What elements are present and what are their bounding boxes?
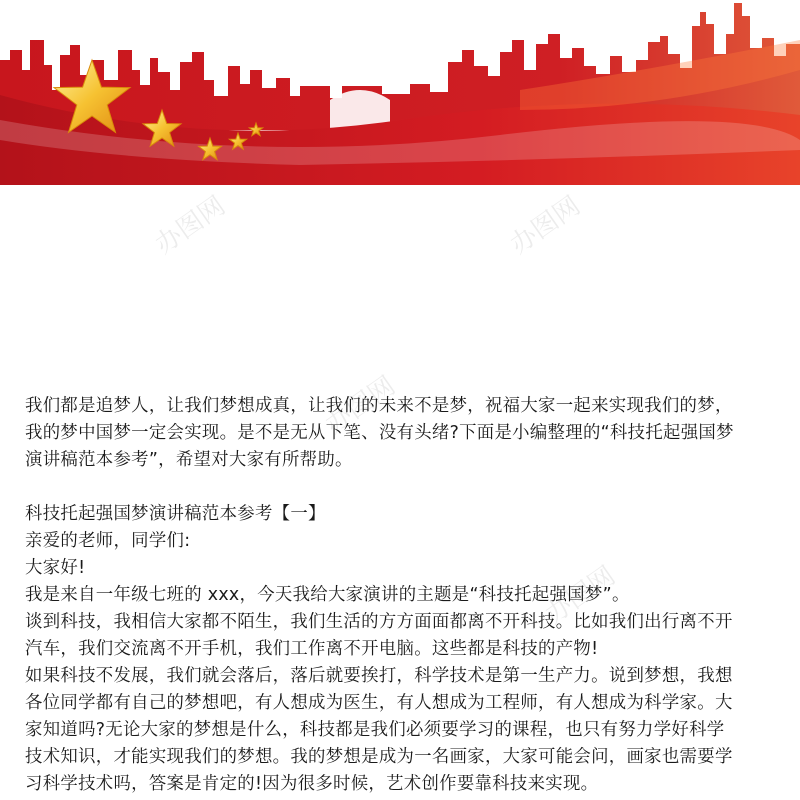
watermark: 办图网: [319, 370, 401, 441]
body-line: 习科学技术吗，答案是肯定的!因为很多时候，艺术创作要靠科技来实现。: [25, 774, 599, 794]
intro-line: 演讲稿范本参考”，希望对大家有所帮助。: [25, 450, 353, 470]
intro-paragraph: [25, 393, 777, 474]
hello-line: 大家好!: [25, 558, 86, 578]
header-banner: [0, 0, 800, 185]
body-line: 汽车，我们交流离不开手机，我们工作离不开电脑。这些都是科技的产物!: [25, 639, 599, 659]
watermark: 办图网: [149, 190, 231, 261]
body-line: 各位同学都有自己的梦想吧，有人想成为医生，有人想成为工程师，有人想成为科学家。大: [25, 693, 733, 713]
body-line: 技术知识，才能实现我们的梦想。我的梦想是成为一名画家，大家可能会问，画家也需要学: [25, 747, 733, 767]
intro-line: 我们都是追梦人，让我们梦想成真，让我们的未来不是梦，祝福大家一起来实现我们的梦，: [25, 396, 733, 416]
body-line: 如果科技不发展，我们就会落后，落后就要挨打，科学技术是第一生产力。说到梦想，我想: [25, 666, 733, 686]
watermark: 办图网: [539, 560, 621, 631]
watermark: 办图网: [504, 190, 586, 261]
greeting-line: 亲爱的老师，同学们:: [25, 531, 191, 551]
body-line: 家知道吗?无论大家的梦想是什么，科技都是我们必须要学习的课程，也只有努力学好科学: [25, 720, 725, 740]
intro-line: 我的梦中国梦一定会实现。是不是无从下笔、没有头绪?下面是小编整理的“科技托起强国梦: [25, 423, 734, 443]
section-title: 科技托起强国梦演讲稿范本参考【一】: [25, 504, 326, 524]
document-body: [25, 393, 777, 798]
body-line: 我是来自一年级七班的 xxx，今天我给大家演讲的主题是“科技托起强国梦”。: [25, 585, 630, 605]
body-line: 谈到科技，我相信大家都不陌生，我们生活的方方面面都离不开科技。比如我们出行离不开: [25, 612, 733, 632]
